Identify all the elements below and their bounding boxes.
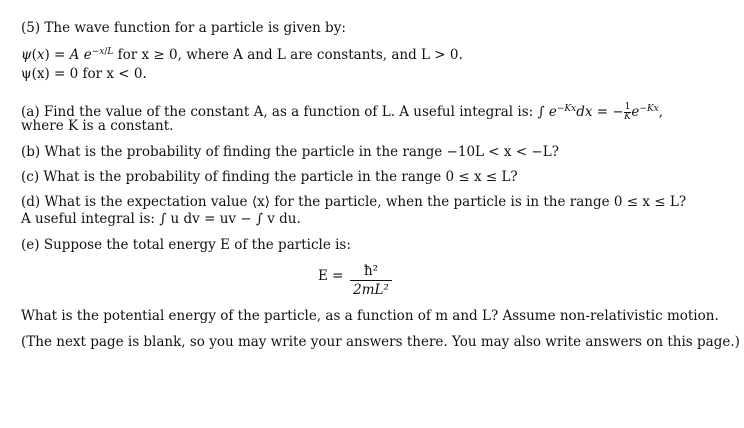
part-a-text: (a) Find the value of the constant A, as a function of L. A useful integral is: [21,104,534,120]
part-d-integral: A useful integral is: ∫ u dv = uv − ∫ v du. [21,211,301,227]
wavefunction-positive: ψ(x) = A $e^{-x/L}$ for x ≥ 0, where A and L are constants, and L > 0. [21,47,463,63]
energy-numerator: ħ² [350,262,392,281]
part-e: (e) Suppose the total energy E of the particle is: [21,237,351,253]
part-d: (d) What is the expectation value ⟨x⟩ for the particle, when the particle is in the range 0 ≤ x ≤ L? [21,194,687,210]
footer-note: (The next page is blank, so you may write your answers there. You may also write answers on this page.) [21,334,740,350]
wavefunction-positive-text: for x ≥ 0, where A and L are constants, and L > 0. [113,47,463,63]
energy-equation-lhs: E = [318,268,344,284]
wavefunction-negative: ψ(x) = 0 for x < 0. [21,66,147,82]
energy-fraction [350,262,392,299]
part-a-constant-note: where K is a constant. [21,118,174,134]
energy-denominator: 2mL² [353,282,389,298]
part-a: (a) Find the value of the constant A, as a function of L. A useful integral is: ∫ $e^{-Kx}dx$ = − $\frac{1}{K}$ $e^{-Kx}$, [21,102,664,122]
problem-intro: (5) The wave function for a particle is given by: [21,20,346,36]
part-b: (b) What is the probability of finding the particle in the range −10L < x < −L? [21,144,559,160]
part-c: (c) What is the probability of finding the particle in the range 0 ≤ x ≤ L? [21,169,518,185]
part-e-question: What is the potential energy of the particle, as a function of m and L? Assume non-relativistic motion. [21,308,719,324]
fraction-one-over-k: $\frac{1}{K}$ [624,102,631,122]
